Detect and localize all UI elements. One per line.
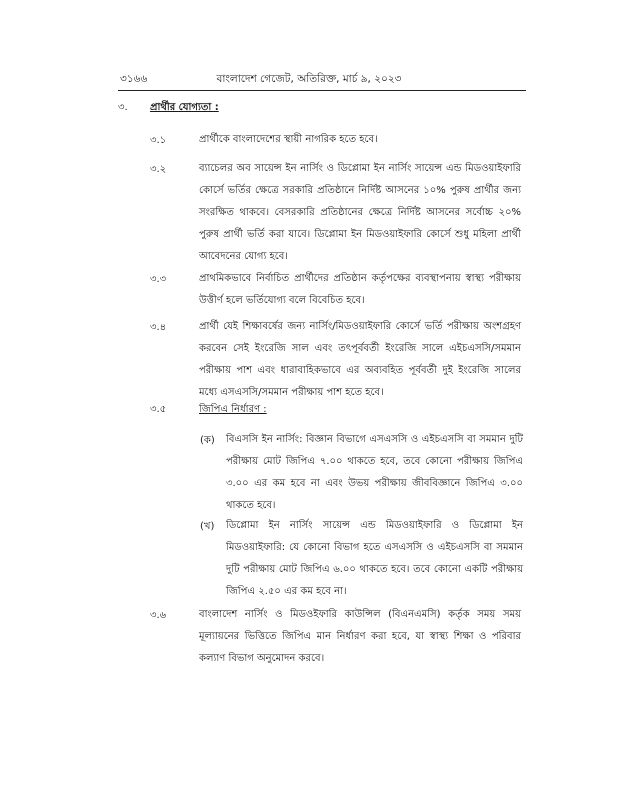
header-rule bbox=[118, 90, 526, 91]
item-text: প্রার্থীকে বাংলাদেশের স্থায়ী নাগরিক হতে হবে। bbox=[199, 134, 378, 145]
item-number: ৩.৬ bbox=[150, 610, 167, 621]
page-number: ৩১৬৬ bbox=[120, 73, 148, 85]
gpa-heading: জিপিএ নির্ধারণ : bbox=[199, 404, 267, 415]
subitem-text: বিএসসি ইন নার্সিং: বিজ্ঞান বিভাগে এসএসসি ও এইচএসসি বা সমমান দুটি পরীক্ষায় মোট জিপিএ ৭.০০ থাকতে হবে, তবে কোনো পরীক্ষায় জিপিএ ৩.০০ এর কম হবে না এবং উভয় পরীক্ষায় জীববিজ্ঞানে জিপিএ ৩.০০ থাকতে হবে। bbox=[226, 434, 523, 511]
subitem-tag: (ক) bbox=[200, 435, 215, 446]
subitem-text: ডিপ্লোমা ইন নার্সিং সায়েন্স এন্ড মিডওয়াইফারি ও ডিপ্লোমা ইন মিডওয়াইফারি: যে কোনো বিভাগ হতে এসএসসি ও এইচএসসি বা সমমান দুটি পরীক্ষায় মোট জিপিএ ৬.০০ থাকতে হবে। তবে কোনো একটি পরীক্ষায় জিপিএ ২.৫০ এর কম হবে না। bbox=[226, 520, 523, 597]
section-title: প্রার্থীর যোগ্যতা : bbox=[150, 102, 219, 113]
item-text: ব্যাচেলর অব সায়েন্স ইন নার্সিং ও ডিপ্লোমা ইন নার্সিং সায়েন্স এন্ড মিডওয়াইফারি কোর্সে ভর্তির ক্ষেত্রে সরকারি প্রতিষ্ঠানে নির্দিষ্ট আসনের ১০% পুরুষ প্রার্থীর জন্য সংরক্ষিত থাকবে। বেসরকারি প্রতিষ্ঠানের ক্ষেত্রে নির্দিষ্ট আসনের সর্বোচ্চ ২০% পুরুষ প্রার্থী ভর্তি করা যাবে। ডিপ্লোমা ইন মিডওয়াইফারি কোর্সে শুধু মহিলা প্রার্থী আবেদনের যোগ্য হবে। bbox=[199, 163, 521, 262]
item-number: ৩.২ bbox=[150, 164, 167, 175]
item-text: প্রাথমিকভাবে নির্বাচিত প্রার্থীদের প্রতিষ্ঠান কর্তৃপক্ষের ব্যবস্থাপনায় স্বাস্থ্য পরীক্ষায় উত্তীর্ণ হলে ভর্তিযোগ্য বলে বিবেচিত হবে। bbox=[199, 273, 521, 306]
item-number: ৩.৫ bbox=[150, 404, 167, 415]
gazette-title: বাংলাদেশ গেজেট, অতিরিক্ত, মার্চ ৯, ২০২৩ bbox=[216, 73, 402, 85]
item-number: ৩.৩ bbox=[150, 274, 167, 285]
subitem-tag: (খ) bbox=[200, 521, 215, 532]
item-text: প্রার্থী যেই শিক্ষাবর্ষের জন্য নার্সিং/মিডওয়াইফারি কোর্সে ভর্তি পরীক্ষায় অংশগ্রহণ করবেন সেই ইংরেজি সাল এবং তৎপূর্ববর্তী ইংরেজি সালে এইচএসসি/সমমান পরীক্ষায় পাশ এবং ধারাবাহিকভাবে এর অব্যবহিত পূর্ববর্তী দুই ইংরেজি সালের মধ্যে এসএসসি/সমমান পরীক্ষায় পাশ হতে হবে। bbox=[199, 321, 521, 398]
item-number: ৩.১ bbox=[150, 135, 167, 146]
section-number: ৩. bbox=[118, 102, 128, 113]
item-number: ৩.৪ bbox=[150, 322, 167, 333]
item-text: বাংলাদেশ নার্সিং ও মিডওইফারি কাউন্সিল (বিএনএমসি) কর্তৃক সময় সময় মূল্যায়নের ভিত্তিতে জিপিএ মান নির্ধারণ করা হবে, যা স্বাস্থ্য শিক্ষা ও পরিবার কল্যাণ বিভাগ অনুমোদন করবে। bbox=[199, 609, 521, 664]
